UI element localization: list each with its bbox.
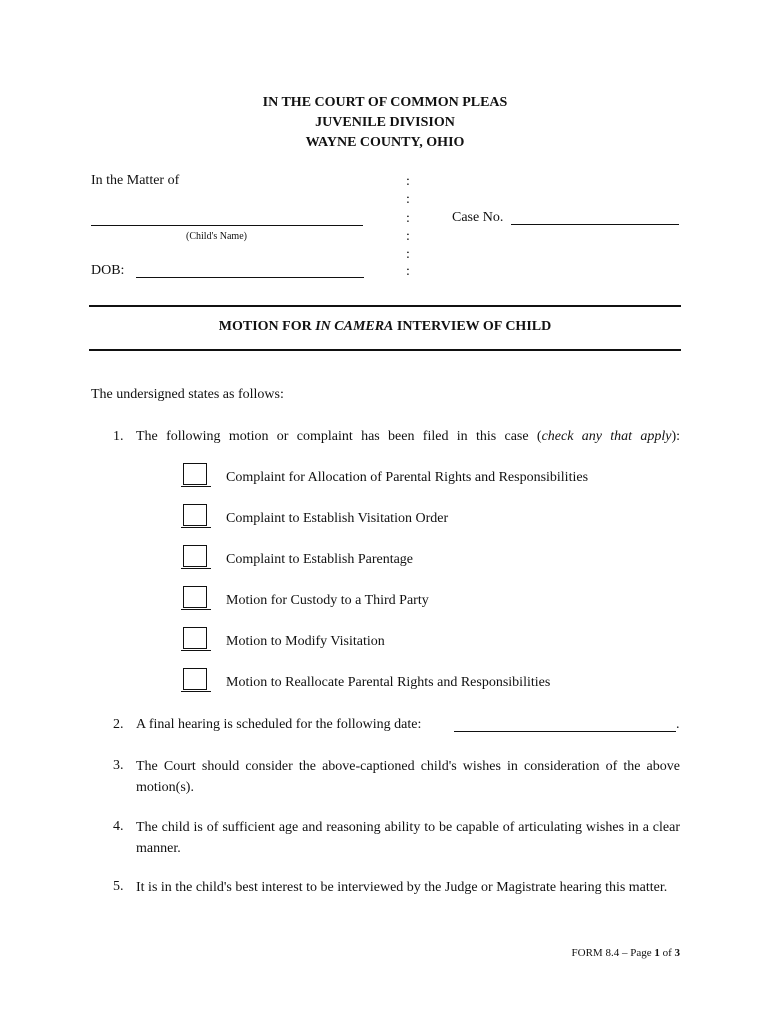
- page-number: 1: [654, 947, 660, 959]
- item-2-period: .: [676, 717, 680, 732]
- caption-colon: :: [406, 192, 410, 207]
- checkbox-label: Motion for Custody to a Third Party: [226, 593, 429, 608]
- childs-name-field[interactable]: [91, 225, 363, 226]
- checkbox[interactable]: [183, 463, 207, 485]
- page-footer: FORM 8.4 – Page 1 of 3: [571, 947, 680, 959]
- case-no-field[interactable]: [511, 224, 679, 225]
- title-italic: IN CAMERA: [315, 319, 394, 334]
- checkbox[interactable]: [183, 504, 207, 526]
- item-3-text: The Court should consider the above-captioned child's wishes in consideration of the above motion(s).: [136, 759, 680, 795]
- case-no-label: Case No.: [452, 210, 504, 225]
- checkbox[interactable]: [183, 545, 207, 567]
- item-number: 4.: [113, 819, 124, 834]
- page-total: 3: [674, 947, 680, 959]
- court-name: IN THE COURT OF COMMON PLEAS: [262, 95, 508, 110]
- dob-label: DOB:: [91, 263, 125, 278]
- item-1-text: The following motion or complaint has been filed in this case (check any that apply):: [136, 429, 681, 444]
- checkbox-underline: [181, 486, 211, 487]
- hearing-date-field[interactable]: [454, 731, 676, 732]
- document-title: MOTION FOR IN CAMERA INTERVIEW OF CHILD: [218, 319, 552, 334]
- checkbox[interactable]: [183, 627, 207, 649]
- caption-colon: :: [406, 211, 410, 226]
- item-5-text: It is in the child's best interest to be interviewed by the Judge or Magistrate hearing this matter.: [136, 880, 668, 895]
- checkbox-label: Complaint to Establish Parentage: [226, 552, 414, 567]
- checkbox-underline: [181, 568, 211, 569]
- checkbox-underline: [181, 650, 211, 651]
- dob-field[interactable]: [136, 277, 364, 278]
- checkbox-label: Complaint for Allocation of Parental Rights and Responsibilities: [226, 470, 589, 485]
- checkbox-underline: [181, 609, 211, 610]
- caption-colon: :: [406, 264, 410, 279]
- checkbox-underline: [181, 527, 211, 528]
- childs-name-caption: (Child's Name): [186, 231, 247, 242]
- caption-colon: :: [406, 247, 410, 262]
- caption-colon: :: [406, 174, 410, 189]
- item-number: 1.: [113, 429, 124, 444]
- caption-colon: :: [406, 229, 410, 244]
- title-top-rule: [89, 305, 681, 307]
- intro-text: The undersigned states as follows:: [91, 387, 284, 402]
- title-bottom-rule: [89, 349, 681, 351]
- checkbox[interactable]: [183, 668, 207, 690]
- checkbox-label: Motion to Reallocate Parental Rights and Responsibilities: [226, 675, 551, 690]
- item-number: 2.: [113, 717, 124, 732]
- court-division: JUVENILE DIVISION: [315, 115, 455, 130]
- item-number: 5.: [113, 879, 124, 894]
- item-number: 3.: [113, 758, 124, 773]
- item-2-text: A final hearing is scheduled for the following date:: [136, 717, 422, 732]
- checkbox-label: Motion to Modify Visitation: [226, 634, 385, 649]
- court-county: WAYNE COUNTY, OHIO: [305, 135, 465, 150]
- checkbox-label: Complaint to Establish Visitation Order: [226, 511, 449, 526]
- checkbox-underline: [181, 691, 211, 692]
- in-the-matter-label: In the Matter of: [91, 173, 180, 188]
- checkbox[interactable]: [183, 586, 207, 608]
- item-4-text: The child is of sufficient age and reasoning ability to be capable of articulating wishes in a clear manner.: [136, 820, 680, 856]
